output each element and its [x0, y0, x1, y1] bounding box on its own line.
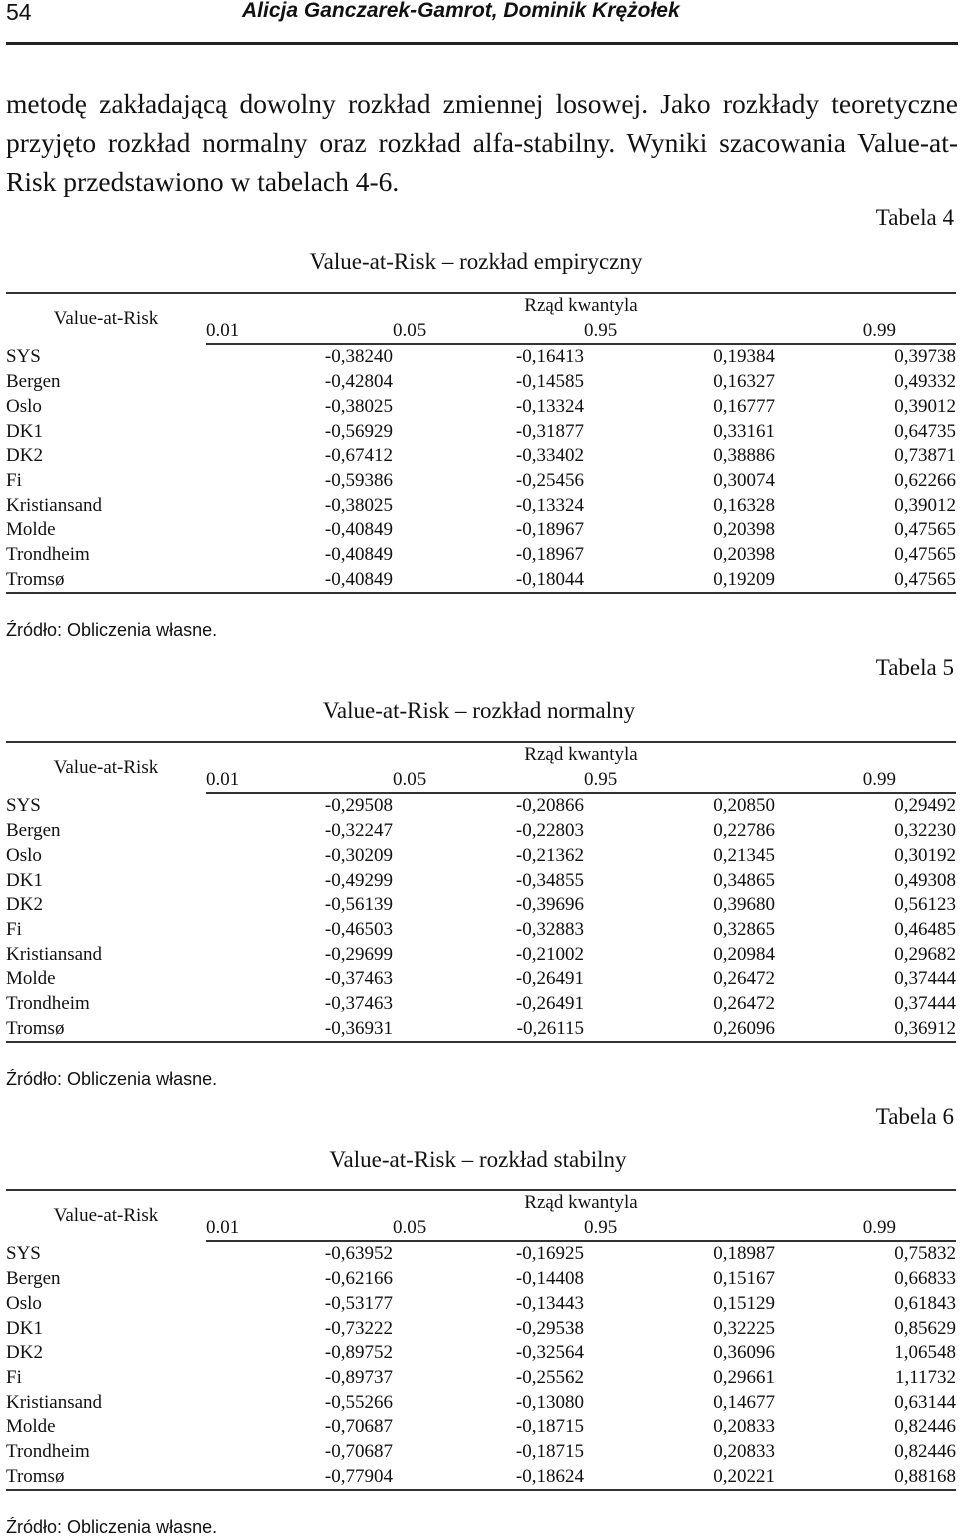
table-6-source: Źródło: Obliczenia własne.: [6, 1517, 218, 1537]
table-row: [6, 1341, 956, 1366]
market-name: Fi: [6, 1366, 22, 1388]
var-value: -0,55266: [324, 1391, 393, 1413]
var-value: 0,14677: [713, 1391, 775, 1413]
table-row: [6, 395, 956, 420]
market-name: Kristiansand: [6, 943, 103, 965]
var-value: 0,19384: [713, 346, 775, 368]
var-value: 0,20984: [713, 943, 775, 965]
var-value: 0,16777: [713, 395, 775, 417]
var-value: -0,37463: [324, 968, 393, 990]
market-name: Tromsø: [6, 1017, 206, 1043]
quantile-header: 0.05: [393, 768, 584, 794]
var-value: 0,73871: [894, 445, 956, 467]
var-value: -0,42804: [324, 371, 393, 393]
var-value: 0,75832: [894, 1243, 956, 1265]
market-name: Molde: [6, 1416, 56, 1438]
quantile-header: 0.99: [775, 768, 956, 794]
market-name: Bergen: [6, 1268, 61, 1290]
table-row: [6, 1017, 956, 1043]
market-name: Oslo: [6, 844, 42, 866]
market-name: Trondheim: [6, 544, 90, 566]
var-value: 0,38886: [713, 445, 775, 467]
table-row: [6, 1391, 956, 1416]
var-value: -0,38025: [324, 395, 393, 417]
var-value: 0,16328: [713, 494, 775, 516]
market-name: Bergen: [6, 820, 61, 842]
quantile-header: 0.01: [206, 1216, 393, 1242]
market-name: Molde: [6, 519, 56, 541]
table-row: [6, 1440, 956, 1465]
table-row: [6, 1267, 956, 1292]
var-value: 0,22786: [713, 820, 775, 842]
table-4: [6, 292, 956, 594]
var-value: 0,39012: [894, 494, 956, 516]
var-value: -0,39696: [515, 894, 584, 916]
var-value: -0,16413: [515, 346, 584, 368]
var-value: -0,40849: [324, 519, 393, 541]
var-value: 0,19209: [584, 568, 775, 594]
market-name: Fi: [6, 918, 22, 940]
table-row: [6, 1415, 956, 1440]
var-value: -0,63952: [324, 1243, 393, 1265]
var-value: -0,32883: [515, 918, 584, 940]
var-value: 0,32230: [894, 820, 956, 842]
table-4-source: Źródło: Obliczenia własne.: [6, 620, 218, 640]
table-row: [6, 1292, 956, 1317]
table-row: [6, 967, 956, 992]
market-name: Trondheim: [6, 993, 90, 1015]
market-name: SYS: [6, 345, 41, 367]
var-value: -0,49299: [324, 869, 393, 891]
var-value: -0,40849: [324, 544, 393, 566]
row-header: Value-at-Risk: [6, 293, 206, 344]
market-name: Tromsø: [6, 568, 206, 594]
var-value: -0,21002: [515, 943, 584, 965]
table-row: [6, 370, 956, 395]
var-value: -0,29508: [324, 795, 393, 817]
var-value: 0,20833: [713, 1441, 775, 1463]
table-4-title: Value-at-Risk – rozkład empiryczny: [309, 249, 643, 274]
var-value: 0,82446: [894, 1416, 956, 1438]
table-row: [6, 1241, 956, 1267]
var-value: 0,26472: [713, 993, 775, 1015]
table-row: [6, 869, 956, 894]
var-value: 0,85629: [894, 1317, 956, 1339]
var-value: -0,20866: [515, 795, 584, 817]
var-value: 0,61843: [894, 1292, 956, 1314]
market-name: DK1: [6, 1317, 43, 1339]
table-6: [6, 1189, 956, 1491]
var-value: 0,66833: [894, 1268, 956, 1290]
row-header: Value-at-Risk: [6, 1190, 206, 1241]
var-value: 0,21345: [713, 844, 775, 866]
table-6-label: Tabela 6: [875, 1104, 954, 1129]
var-value: -0,16925: [515, 1243, 584, 1265]
var-value: -0,32564: [515, 1342, 584, 1364]
var-value: -0,46503: [324, 918, 393, 940]
var-value: 0,39738: [894, 346, 956, 368]
var-value: -0,22803: [515, 820, 584, 842]
var-value: -0,32247: [324, 820, 393, 842]
var-value: 0,63144: [894, 1391, 956, 1413]
var-value: -0,38025: [324, 494, 393, 516]
var-value: 0,29492: [894, 795, 956, 817]
var-value: -0,77904: [206, 1465, 393, 1491]
var-value: 0,15167: [713, 1268, 775, 1290]
var-value: -0,56139: [324, 894, 393, 916]
var-value: 0,82446: [894, 1441, 956, 1463]
var-value: -0,70687: [324, 1416, 393, 1438]
table-5-source: Źródło: Obliczenia własne.: [6, 1069, 218, 1089]
var-value: 1,11732: [894, 1366, 956, 1388]
var-value: -0,26491: [515, 968, 584, 990]
page-number: 54: [6, 0, 32, 25]
table-row: [6, 494, 956, 519]
row-header: Value-at-Risk: [6, 742, 206, 793]
table-row: [6, 893, 956, 918]
quantile-header: 0.01: [206, 319, 393, 345]
var-value: -0,18967: [515, 544, 584, 566]
table-row: [6, 943, 956, 968]
header-rule: [6, 42, 958, 45]
var-value: -0,18967: [515, 519, 584, 541]
table-row: [6, 1465, 956, 1491]
var-value: 0,39012: [894, 395, 956, 417]
var-value: 0,64735: [894, 420, 956, 442]
quantile-group-header: Rząd kwantyla: [206, 742, 956, 768]
var-value: 0,20221: [584, 1465, 775, 1491]
table-row: [6, 793, 956, 819]
body-paragraph: metodę zakładającą dowolny rozkład zmiennej losowej. Jako rozkłady teoretyczne przyjęto rozkład normalny oraz rozkład alfa-stabilny. Wyniki szacowania Value-at-Risk przedstawiono w tabelach 4-6.: [6, 88, 958, 197]
table-row: [6, 1317, 956, 1342]
quantile-header: 0.95: [584, 319, 775, 345]
var-value: 0,29682: [894, 943, 956, 965]
var-value: 0,47565: [894, 519, 956, 541]
market-name: Kristiansand: [6, 1391, 103, 1413]
table-row: [6, 844, 956, 869]
var-value: -0,14408: [515, 1268, 584, 1290]
var-value: -0,25456: [515, 469, 584, 491]
var-value: 0,34865: [713, 869, 775, 891]
table-row: [6, 819, 956, 844]
var-value: -0,37463: [324, 993, 393, 1015]
quantile-header: 0.95: [584, 1216, 775, 1242]
var-value: 0,26096: [584, 1017, 775, 1043]
quantile-group-header: Rząd kwantyla: [206, 293, 956, 319]
var-value: 0,39680: [713, 894, 775, 916]
var-value: -0,29699: [324, 943, 393, 965]
var-value: -0,73222: [324, 1317, 393, 1339]
table-row: [6, 543, 956, 568]
table-5-title: Value-at-Risk – rozkład normalny: [322, 698, 636, 723]
quantile-header: 0.05: [393, 1216, 584, 1242]
quantile-header: 0.95: [584, 768, 775, 794]
table-5: [6, 741, 956, 1043]
running-head-authors: Alicja Ganczarek-Gamrot, Dominik Krężołek: [242, 0, 680, 22]
market-name: Oslo: [6, 395, 42, 417]
var-value: 0,33161: [713, 420, 775, 442]
var-value: 0,47565: [894, 544, 956, 566]
market-name: SYS: [6, 794, 41, 816]
table-row: [6, 420, 956, 445]
market-name: Trondheim: [6, 1441, 90, 1463]
market-name: DK1: [6, 869, 43, 891]
quantile-group-header: Rząd kwantyla: [206, 1190, 956, 1216]
var-value: -0,89752: [324, 1342, 393, 1364]
market-name: Kristiansand: [6, 494, 103, 516]
table-5-label: Tabela 5: [875, 655, 954, 680]
var-value: -0,59386: [324, 469, 393, 491]
var-value: -0,67412: [324, 445, 393, 467]
var-value: 1,06548: [894, 1342, 956, 1364]
var-value: -0,38240: [324, 346, 393, 368]
var-value: 0,49308: [894, 869, 956, 891]
var-value: 0,15129: [713, 1292, 775, 1314]
var-value: 0,37444: [894, 993, 956, 1015]
quantile-header: 0.01: [206, 768, 393, 794]
var-value: -0,31877: [515, 420, 584, 442]
quantile-header: 0.05: [393, 319, 584, 345]
var-value: -0,30209: [324, 844, 393, 866]
var-value: 0,16327: [713, 371, 775, 393]
quantile-header: 0.99: [775, 1216, 956, 1242]
var-value: -0,26115: [393, 1017, 584, 1043]
var-value: 0,62266: [894, 469, 956, 491]
var-value: 0,30192: [894, 844, 956, 866]
var-value: -0,18624: [393, 1465, 584, 1491]
var-value: 0,20850: [713, 795, 775, 817]
var-value: -0,18044: [393, 568, 584, 594]
table-row: [6, 518, 956, 543]
market-name: Oslo: [6, 1292, 42, 1314]
var-value: 0,47565: [775, 568, 956, 594]
page-header: [6, 0, 958, 30]
var-value: -0,36931: [206, 1017, 393, 1043]
var-value: -0,62166: [324, 1268, 393, 1290]
var-value: -0,13324: [515, 395, 584, 417]
var-value: -0,53177: [324, 1292, 393, 1314]
var-value: -0,89737: [324, 1366, 393, 1388]
market-name: DK2: [6, 1342, 43, 1364]
var-value: -0,56929: [324, 420, 393, 442]
var-value: 0,26472: [713, 968, 775, 990]
var-value: 0,20398: [713, 544, 775, 566]
var-value: 0,32225: [713, 1317, 775, 1339]
table-row: [6, 992, 956, 1017]
var-value: 0,36912: [775, 1017, 956, 1043]
var-value: -0,70687: [324, 1441, 393, 1463]
var-value: -0,14585: [515, 371, 584, 393]
market-name: DK2: [6, 445, 43, 467]
var-value: -0,25562: [515, 1366, 584, 1388]
table-row: [6, 1366, 956, 1391]
var-value: 0,56123: [894, 894, 956, 916]
market-name: Fi: [6, 469, 22, 491]
var-value: -0,33402: [515, 445, 584, 467]
table-6-title: Value-at-Risk – rozkład stabilny: [329, 1147, 627, 1172]
table-4-label: Tabela 4: [875, 205, 954, 230]
var-value: -0,18715: [515, 1416, 584, 1438]
var-value: -0,13324: [515, 494, 584, 516]
var-value: -0,18715: [515, 1441, 584, 1463]
var-value: 0,30074: [713, 469, 775, 491]
var-value: 0,88168: [775, 1465, 956, 1491]
var-value: -0,13443: [515, 1292, 584, 1314]
var-value: 0,29661: [713, 1366, 775, 1388]
var-value: -0,13080: [515, 1391, 584, 1413]
market-name: Molde: [6, 968, 56, 990]
table-row: [6, 568, 956, 594]
table-row: [6, 918, 956, 943]
market-name: Tromsø: [6, 1465, 206, 1491]
table-row: [6, 344, 956, 370]
table-row: [6, 444, 956, 469]
var-value: 0,20833: [713, 1416, 775, 1438]
market-name: DK2: [6, 894, 43, 916]
var-value: -0,29538: [515, 1317, 584, 1339]
var-value: -0,21362: [515, 844, 584, 866]
var-value: -0,40849: [206, 568, 393, 594]
market-name: Bergen: [6, 371, 61, 393]
var-value: 0,36096: [713, 1342, 775, 1364]
market-name: DK1: [6, 420, 43, 442]
var-value: 0,20398: [713, 519, 775, 541]
table-row: [6, 469, 956, 494]
var-value: 0,49332: [894, 371, 956, 393]
var-value: -0,34855: [515, 869, 584, 891]
var-value: 0,37444: [894, 968, 956, 990]
quantile-header: 0.99: [775, 319, 956, 345]
var-value: -0,26491: [515, 993, 584, 1015]
market-name: SYS: [6, 1242, 41, 1264]
var-value: 0,32865: [713, 918, 775, 940]
var-value: 0,18987: [713, 1243, 775, 1265]
var-value: 0,46485: [894, 918, 956, 940]
